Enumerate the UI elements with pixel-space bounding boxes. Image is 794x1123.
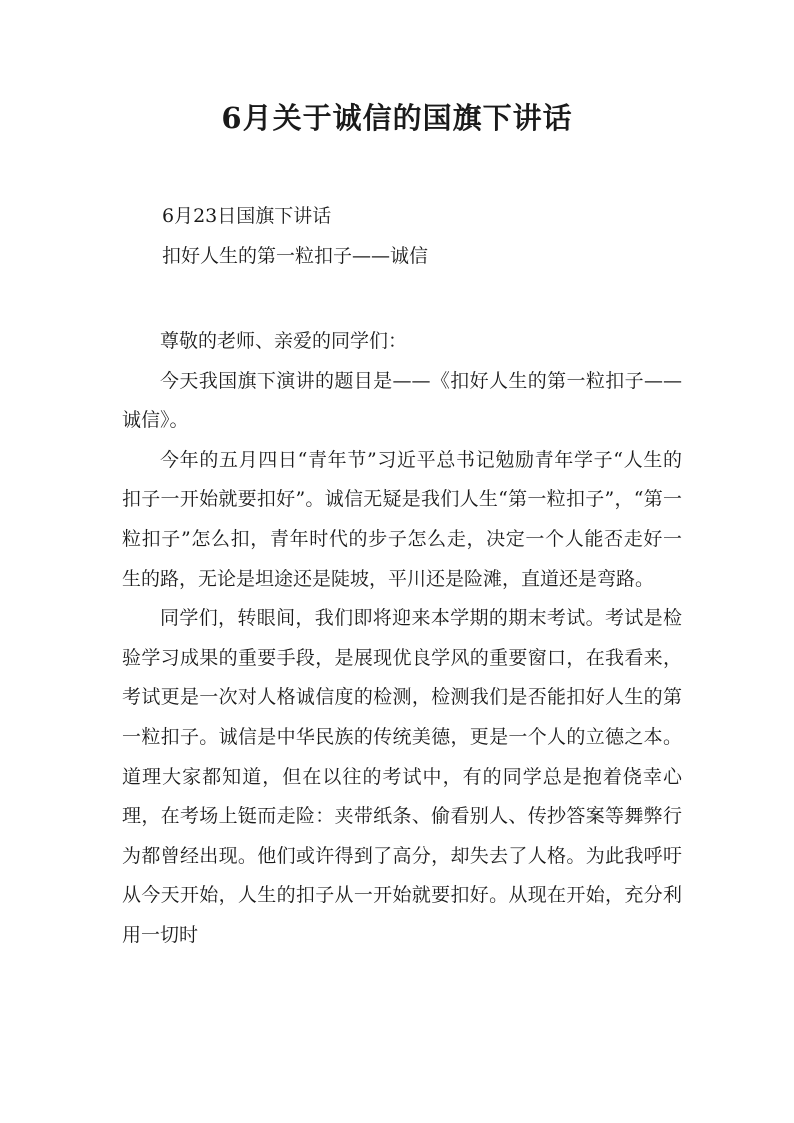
speech-theme-line: 扣好人生的第一粒扣子——诚信 (162, 245, 429, 267)
speech-date-line: 6月23日国旗下讲话 (162, 205, 332, 227)
paragraph: 今天我国旗下演讲的题目是——《扣好人生的第一粒扣子——诚信》。 (122, 369, 682, 432)
paragraph: 今年的五月四日“青年节”习近平总书记勉励青年学子“人生的扣子一开始就要扣好”。诚信无疑是我们人生“第一粒扣子”，“第一粒扣子”怎么扣，青年时代的步子怎么走，决定一个人能否走好一生的路，无论是坦途还是陡坡，平川还是险滩，直道还是弯路。 (122, 448, 682, 590)
speech-body (122, 322, 682, 956)
document-title: 6月关于诚信的国旗下讲话 (221, 101, 573, 135)
paragraph-greeting: 尊敬的老师、亲爱的同学们： (160, 330, 408, 352)
paragraph: 同学们，转眼间，我们即将迎来本学期的期末考试。考试是检验学习成果的重要手段，是展现优良学风的重要窗口，在我看来，考试更是一次对人格诚信度的检测，检测我们是否能扣好人生的第一粒扣子。诚信是中华民族的传统美德，更是一个人的立德之本。道理大家都知道，但在以往的考试中，有的同学总是抱着侥幸心理，在考场上铤而走险：夹带纸条、偷看别人、传抄答案等舞弊行为都曾经出现。他们或许得到了高分，却失去了人格。为此我呼吁从今天开始，人生的扣子从一开始就要扣好。从现在开始，充分利用一切时 (122, 607, 682, 946)
